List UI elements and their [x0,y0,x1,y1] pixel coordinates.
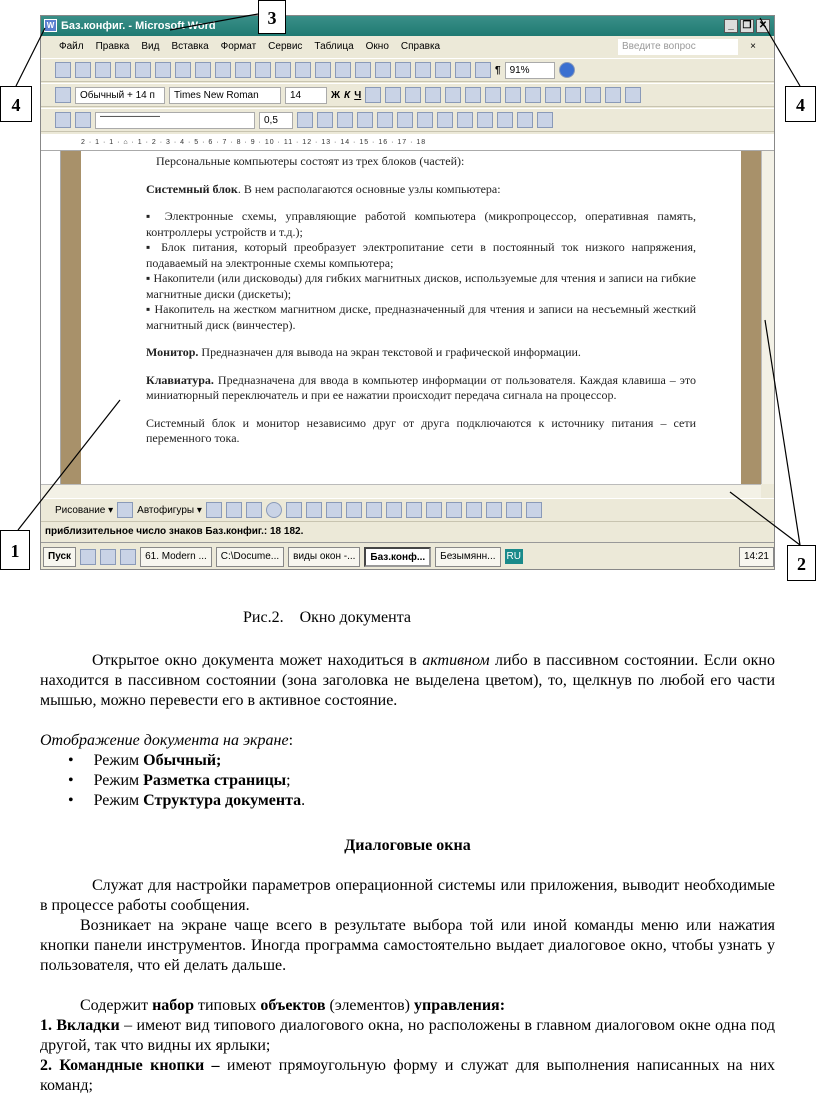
text: Режим [93,792,144,809]
dialogs-heading: Диалоговые окна [344,837,471,854]
bold-text: 1. Вкладки [40,1017,120,1034]
bold-text: Разметка страницы [143,772,287,789]
callout-4-left: 4 [0,86,32,122]
text: Режим [93,772,144,789]
doc-paragraph: Предназначена для ввода в компьютер информации от пользователя. Каждая клавиша – это миниатюрный переключатель и при ее нажатии происходит передача сигнала на процессор. [146,372,696,402]
line-style-select[interactable]: ―――――― [95,112,255,129]
bold-button[interactable]: Ж [331,89,341,101]
mode-item: • Режим Обычный; [68,752,222,769]
zoom-select[interactable]: 91% [505,62,555,79]
bold-text: объектов [260,997,326,1014]
minimize-button[interactable]: _ [724,19,738,33]
taskbar-button[interactable]: виды окон -... [288,547,360,567]
menu-help[interactable]: Справка [400,41,441,52]
mode-item: • Режим Структура документа. [68,792,306,809]
doc-bold: Системный блок [146,181,238,196]
taskbar-button-active[interactable]: Баз.конф... [364,547,431,567]
doc-paragraph: . В нем располагаются основные узлы компьютера: [237,181,501,196]
text: типовых [193,997,261,1014]
doc-bold: Клавиатура. [146,372,214,387]
text: – имеют вид типового диалогового окна, но расположены в главном диалоговом окне одна под другой, так что видны их ярлыки; [40,1017,775,1054]
bold-text: набор [152,997,194,1014]
doc-bold: Монитор. [146,345,199,359]
menu-tools[interactable]: Сервис [268,41,303,52]
menu-edit[interactable]: Правка [95,41,130,52]
list-item-buttons [40,1056,775,1096]
doc-list-item: ▪ Накопители (или дисководы) для гибких магнитных дисков, используемые для чтения и записи на гибкие магнитные диски (дискеты); [146,271,696,301]
style-select[interactable]: Обычный + 14 п [75,87,165,104]
italic-button[interactable]: К [344,89,351,101]
bold-text: управления: [413,997,506,1014]
drawing-menu-button[interactable]: Рисование ▾ [55,504,114,516]
maximize-button[interactable]: ❐ [740,19,754,33]
clock: 14:21 [739,547,774,567]
doc-list-item: ▪ Блок питания, который преобразует электропитание сети в постоянный ток низкого напряжения, подаваемый на электронные схемы компьютера; [146,240,696,270]
figure-caption: Рис.2. Окно документа [243,609,412,626]
bold-text: Структура документа [143,792,302,809]
show-formatting-icon[interactable]: ¶ [495,64,501,76]
line-weight-select[interactable]: 0,5 [259,112,293,129]
bold-text: 2. Командные кнопки – [40,1057,220,1074]
word-icon: W [44,19,57,32]
text: Содержит [80,997,153,1014]
paragraph-dialogs-purpose: Служат для настройки параметров операционной системы или приложения, выводит необходимые в процессе работы сообщения. [40,877,775,914]
text: Режим [93,752,144,769]
menu-window[interactable]: Окно [365,41,389,52]
display-heading: Отображение документа на экране: [40,732,294,749]
window-title: Баз.конфиг. - Microsoft Word [61,20,216,32]
autoshapes-button[interactable]: Автофигуры ▾ [137,504,202,516]
text: (элементов) [325,997,414,1014]
mode-item: • Режим Разметка страницы; [68,772,291,789]
close-doc-button[interactable]: × [750,41,756,52]
text: Открытое окно документа может находиться в [92,652,423,669]
text: . [301,792,306,809]
callout-2: 2 [787,545,816,581]
doc-paragraph: Персональные компьютеры состоят из трех блоков (частей): [156,154,465,168]
font-size-select[interactable]: 14 [285,87,327,104]
menu-file[interactable]: Файл [59,41,84,52]
language-indicator[interactable]: RU [506,551,521,562]
doc-paragraph: Системный блок и монитор независимо друг от друга подключаются к источнику питания – сети переменного тока. [146,415,696,445]
menu-table[interactable]: Таблица [314,41,354,52]
close-button[interactable]: ✕ [756,19,770,33]
underline-button[interactable]: Ч [354,89,362,101]
taskbar-button[interactable]: 61. Modern ... [140,547,212,567]
italic-text: активном [422,652,490,669]
text: имеют прямоугольную форму и служат для выполнения написанных на них команд; [40,1057,776,1094]
paragraph-dialogs-appear: Возникает на экране чаще всего в результате выбора той или иной команды меню или нажатия кнопки панели инструментов. Иногда программа самостоятельно выдает диалоговое окно, чтобы узнать у пользователя, что ей делать дальше. [40,917,775,974]
callout-1: 1 [0,530,30,570]
menu-insert[interactable]: Вставка [171,41,209,52]
text: ; [286,772,291,789]
paragraph-window-states [40,651,775,711]
horizontal-ruler[interactable]: 2 · 1 · 1 · ⌂ · 1 · 2 · 3 · 4 · 5 · 6 · 7 · 8 · 9 · 10 · 11 · 12 · 13 · 14 · 15 · 16 · 17 · 18 [41,134,774,151]
callout-4-right: 4 [785,86,816,122]
modes-list [68,751,803,811]
menu-view[interactable]: Вид [141,41,160,52]
text: либо в пассивном состоянии. Если окно находится в пассивном состоянии (зона заголовка не выделена цветом), то, щелкнув по любой его части мышью, можно перевести его в активное состояние. [40,652,775,709]
paragraph-dialog-elements [40,996,775,1016]
list-item-tabs [40,1016,775,1056]
bold-text: Обычный; [143,752,222,769]
doc-list-item: ▪ Электронные схемы, управляющие работой компьютера (микропроцессор, оперативная память, контроллеры устройств и т.д.); [146,209,696,239]
doc-list-item: ▪ Накопитель на жестком магнитном диске, предназначенный для чтения и записи на несъемный жесткий магнитный диск (винчестер). [146,302,696,332]
status-bar: приблизительное число знаков Баз.конфиг.: 18 182. [45,526,304,537]
italic-heading: Отображение документа на экране [40,732,289,749]
ask-question-input[interactable]: Введите вопрос [618,39,738,55]
callout-3: 3 [258,0,286,34]
doc-paragraph: Предназначен для вывода на экран текстовой и графической информации. [198,345,581,359]
start-button[interactable]: Пуск [43,547,76,567]
taskbar-button[interactable]: Безымянн... [435,547,500,567]
taskbar-button[interactable]: C:\Docume... [216,547,284,567]
menu-format[interactable]: Формат [220,41,257,52]
font-select[interactable]: Times New Roman [169,87,281,104]
